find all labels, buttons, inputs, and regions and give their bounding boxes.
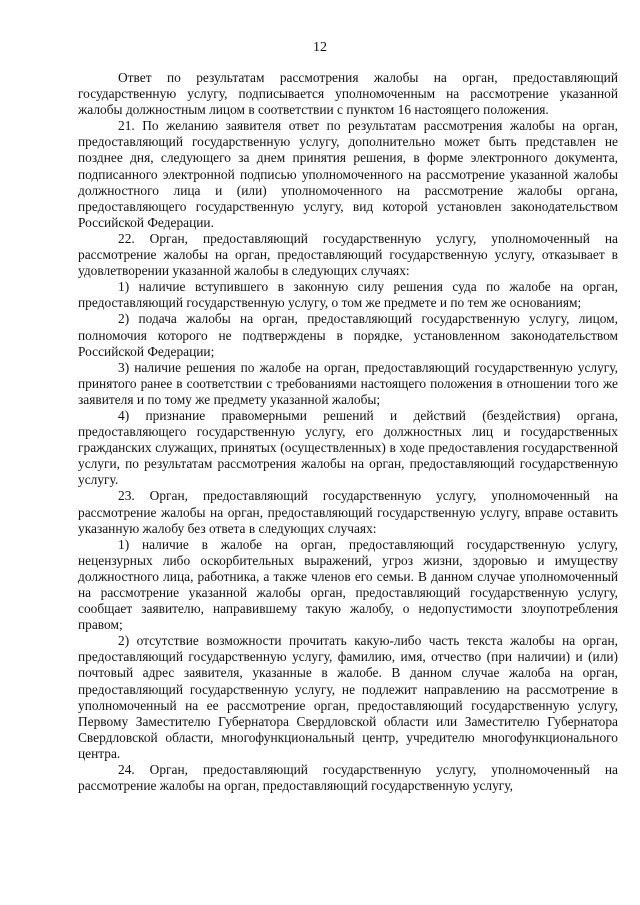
paragraph-22-item-3: 3) наличие решения по жалобе на орган, предоставляющий государственную услугу, принятого ранее в соответствии с требованиями настоящего положения в отношении того же заявителя и по тому же предмету указанной жалобы; — [78, 359, 618, 407]
paragraph-response-signing: Ответ по результатам рассмотрения жалобы на орган, предоставляющий государственную услугу, подписывается уполномоченным на рассмотрение указанной жалобы должностным лицом в соответствии с пунктом 16 настоящего положения. — [78, 70, 618, 118]
document-body — [78, 70, 618, 794]
paragraph-22-item-4: 4) признание правомерными решений и действий (бездействия) органа, предоставляющего государственную услугу, его должностных лиц и государственных гражданских служащих, принятых (осуществленных) в ходе предоставления государственной услуги, по результатам рассмотрения жалобы на орган, предоставляющий государственную услугу. — [78, 407, 618, 488]
paragraph-23: 23. Орган, предоставляющий государственную услугу, уполномоченный на рассмотрение жалобы на орган, предоставляющий государственную услугу, вправе оставить указанную жалобу без ответа в следующих случаях: — [78, 488, 618, 536]
page-number: 12 — [313, 40, 327, 55]
paragraph-23-item-1: 1) наличие в жалобе на орган, предоставляющий государственную услугу, нецензурных либо оскорбительных выражений, угроз жизни, здоровью и имуществу должностного лица, работника, а также членов его семьи. В данном случае уполномоченный на рассмотрение указанной жалобы орган, предоставляющий государственную услугу, сообщает заявителю, направившему такую жалобу, о недопустимости злоупотребления правом; — [78, 536, 618, 633]
paragraph-21: 21. По желанию заявителя ответ по результатам рассмотрения жалобы на орган, предоставляющий государственную услугу, дополнительно может быть представлен не позднее дня, следующего за днем принятия решения, в форме электронного документа, подписанного электронной подписью уполномоченного на рассмотрение указанной жалобы должностного лица и (или) уполномоченного на рассмотрение жалобы органа, предоставляющего государственную услугу, вид которой установлен законодательством Российской Федерации. — [78, 118, 618, 230]
paragraph-22-item-1: 1) наличие вступившего в законную силу решения суда по жалобе на орган, предоставляющий государственную услугу, о том же предмете и по тем же основаниям; — [78, 279, 618, 311]
paragraph-24: 24. Орган, предоставляющий государственную услугу, уполномоченный на рассмотрение жалобы на орган, предоставляющий государственную услугу, — [78, 762, 618, 794]
paragraph-23-item-2: 2) отсутствие возможности прочитать какую-либо часть текста жалобы на орган, предоставляющий государственную услугу, фамилию, имя, отчество (при наличии) и (или) почтовый адрес заявителя, указанные в жалобе. В данном случае жалоба на орган, предоставляющий государственную услугу, не подлежит направлению на рассмотрение в уполномоченный на ее рассмотрение орган, предоставляющий государственную услугу, Первому Заместителю Губернатора Свердловской области или Заместителю Губернатора Свердловской области, многофункциональный центр, учредителю многофункционального центра. — [78, 633, 618, 761]
paragraph-22-item-2: 2) подача жалобы на орган, предоставляющий государственную услугу, лицом, полномочия которого не подтверждены в порядке, установленном законодательством Российской Федерации; — [78, 311, 618, 359]
paragraph-22: 22. Орган, предоставляющий государственную услугу, уполномоченный на рассмотрение жалобы на орган, предоставляющий государственную услугу, отказывает в удовлетворении указанной жалобы в следующих случаях: — [78, 230, 618, 279]
